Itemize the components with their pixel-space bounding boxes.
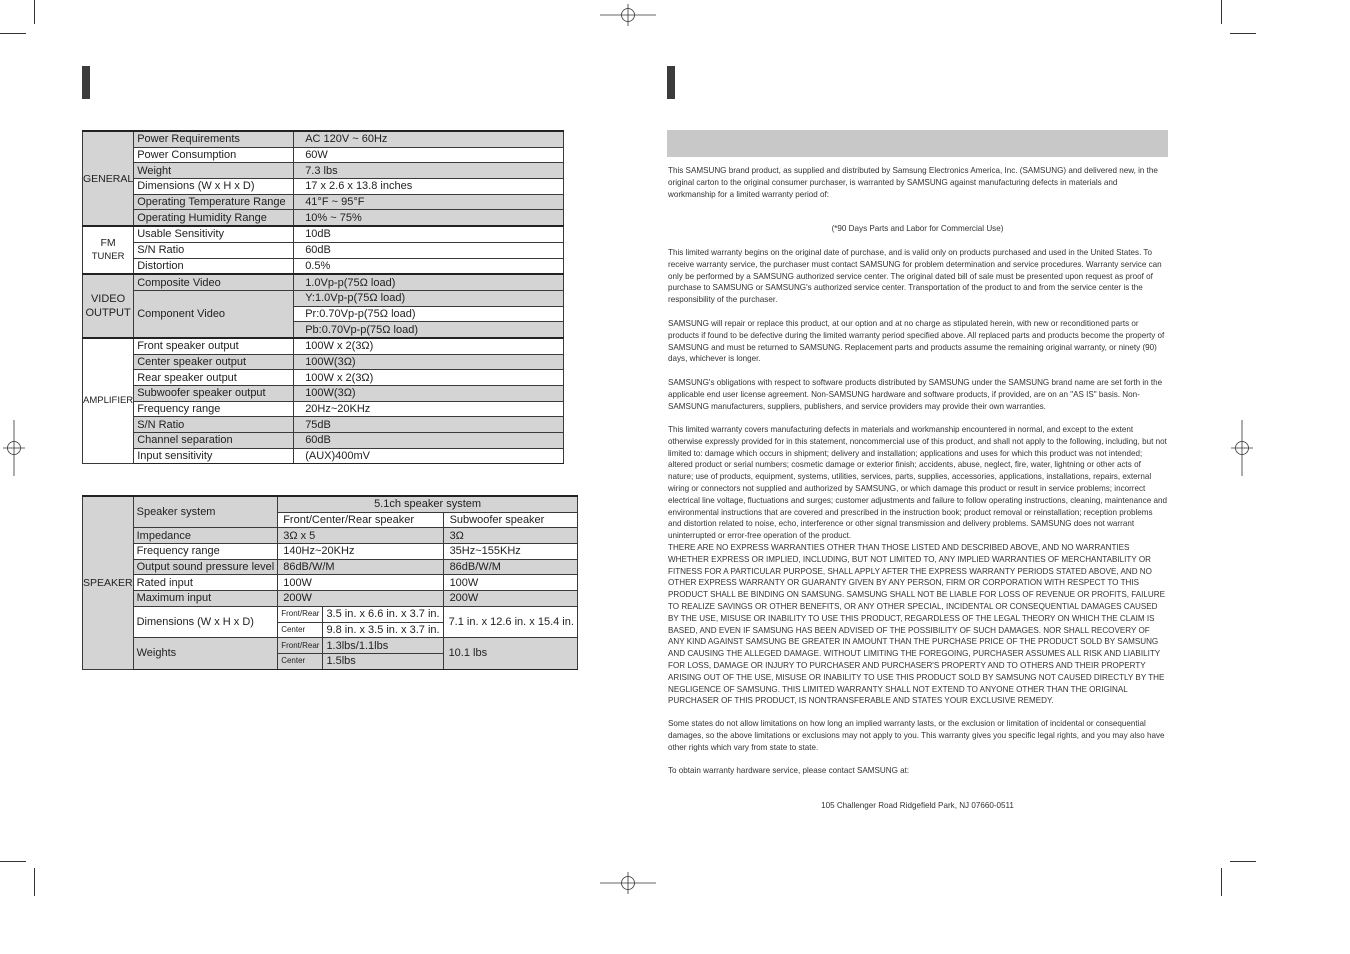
spec-value: 140Hz~20KHz — [278, 544, 443, 560]
spec-value: 200W — [443, 591, 577, 607]
spec-name: S/N Ratio — [134, 417, 294, 433]
spec-name: Operating Temperature Range — [134, 194, 294, 210]
spec-value: 1.0Vp-p(75Ω load) — [294, 274, 564, 290]
output-label: OUTPUT — [85, 307, 131, 320]
registration-mark-icon — [600, 872, 656, 894]
spec-value: 41°F ~ 95°F — [294, 194, 564, 210]
crop-mark — [1221, 868, 1222, 896]
spec-value: Pr:0.70Vp-p(75Ω load) — [294, 306, 564, 322]
spec-name: Dimensions (W x H x D) — [134, 179, 294, 195]
warranty-header-band — [667, 130, 1168, 157]
spec-name: Output sound pressure level — [133, 559, 278, 575]
spec-name: Rear speaker output — [134, 370, 294, 386]
amplifier-section-label: AMPLIFIER — [83, 338, 134, 464]
column-header-subwoofer: Subwoofer speaker — [443, 512, 577, 528]
crop-mark — [34, 0, 35, 24]
spec-value: 7.3 lbs — [294, 163, 564, 179]
crop-mark — [0, 861, 26, 862]
spec-value: 200W — [278, 591, 443, 607]
crop-mark — [1221, 0, 1222, 24]
spec-value: 10% ~ 75% — [294, 210, 564, 226]
sub-label: Center — [278, 622, 323, 638]
spec-value: Y:1.0Vp-p(75Ω load) — [294, 290, 564, 306]
spec-name: Component Video — [134, 290, 294, 338]
warranty-disclaimer: THERE ARE NO EXPRESS WARRANTIES OTHER THAN THOSE LISTED AND DESCRIBED ABOVE, AND NO WARRANTIES WHETHER EXPRESS OR IMPLIED, INCLUDING, BUT NOT LIMITED TO, ANY IMPLIED WARRANTIES OF MERCHANTABILITY OR FITNESS FOR A PARTICULAR PURPOSE, SHALL APPLY AFTER THE EXPRESS WARRANTY PERIODS STATED ABOVE, AND NO OTHER EXPRESS WARRANTY OR GUARANTY GIVEN BY ANY PERSON, FIRM OR CORPORATION WITH RESPECT TO THIS PRODUCT SHALL BE BINDING ON SAMSUNG. SAMSUNG SHALL NOT BE LIABLE FOR LOSS OF REVENUE OR PROFITS, FAILURE TO REALIZE SAVINGS OR OTHER BENEFITS, OR ANY OTHER SPECIAL, INCIDENTAL OR CONSEQUENTIAL DAMAGES CAUSED BY THE USE, MISUSE OR INABILITY TO USE THIS PRODUCT, REGARDLESS OF THE LEGAL THEORY ON WHICH THE CLAIM IS BASED, AND EVEN IF SAMSUNG HAS BEEN ADVISED OF THE POSSIBILITY OF SUCH DAMAGES. NOR SHALL RECOVERY OF ANY KIND AGAINST SAMSUNG BE GREATER IN AMOUNT THAN THE PURCHASE PRICE OF THE PRODUCT SOLD BY SAMSUNG AND CAUSING THE ALLEGED DAMAGE. WITHOUT LIMITING THE FOREGOING, PURCHASER ASSUMES ALL RISK AND LIABILITY FOR LOSS, DAMAGE OR INJURY TO PURCHASER AND PURCHASER'S PROPERTY AND TO OTHERS AND THEIR PROPERTY ARISING OUT OF THE USE, MISUSE OR INABILITY TO USE THIS PRODUCT SOLD BY SAMSUNG NOT CAUSED DIRECTLY BY THE NEGLIGENCE OF SAMSUNG. THIS LIMITED WARRANTY SHALL NOT EXTEND TO ANYONE OTHER THAN THE ORIGINAL PURCHASER OF THIS PRODUCT, IS NONTRANSFERABLE AND STATES YOUR EXCLUSIVE REMEDY. — [668, 543, 1165, 706]
spec-value: 3Ω — [443, 528, 577, 544]
spec-value: 100W(3Ω) — [294, 386, 564, 402]
warranty-paragraph: This limited warranty begins on the original date of purchase, and is valid only on products purchased and used in the United States. To receive warranty service, the purchaser must contact SAMSUNG for problem determination and service procedures. Warranty service can only be performed by a SAMSUNG authorized service center. The original dated bill of sale must be presented upon request as proof of purchase to SAMSUNG or SAMSUNG's authorized service center. Transportation of the product to and from the service center is the responsibility of the purchaser. — [668, 248, 1162, 305]
spec-name: Speaker system — [133, 496, 278, 528]
crop-mark — [34, 868, 35, 896]
warranty-address: 105 Challenger Road Ridgefield Park, NJ 07660-0511 — [821, 801, 1014, 810]
spec-name: Power Consumption — [134, 147, 294, 163]
crop-mark — [1230, 33, 1256, 34]
spec-value: 86dB/W/M — [443, 559, 577, 575]
spec-name: Maximum input — [133, 591, 278, 607]
spec-value: 100W — [278, 575, 443, 591]
spec-value: 0.5% — [294, 258, 564, 274]
section-header-bar — [82, 66, 90, 99]
spec-value: 60dB — [294, 433, 564, 449]
main-unit-spec-table — [82, 130, 564, 464]
tuner-label: TUNER — [91, 251, 125, 263]
warranty-commercial-note: (*90 Days Parts and Labor for Commercial Use) — [831, 224, 1004, 233]
crop-mark — [1230, 861, 1256, 862]
fm-label: FM — [100, 237, 116, 250]
spec-value: 17 x 2.6 x 13.8 inches — [294, 179, 564, 195]
spec-value: 100W x 2(3Ω) — [294, 338, 564, 354]
spec-value: (AUX)400mV — [294, 448, 564, 464]
spec-value: 60W — [294, 147, 564, 163]
spec-name: S/N Ratio — [134, 242, 294, 258]
warranty-contact: To obtain warranty hardware service, please contact SAMSUNG at: — [668, 766, 910, 775]
registration-mark-icon — [600, 4, 656, 26]
spec-value: 1.5lbs — [323, 653, 443, 669]
spec-name: Power Requirements — [134, 131, 294, 147]
spec-name: Composite Video — [134, 274, 294, 290]
spec-name: Operating Humidity Range — [134, 210, 294, 226]
spec-value: 86dB/W/M — [278, 559, 443, 575]
spec-value: 9.8 in. x 3.5 in. x 3.7 in. — [323, 622, 443, 638]
spec-value: 20Hz~20KHz — [294, 401, 564, 417]
spec-value: 100W — [443, 575, 577, 591]
speaker-section-label: SPEAKER — [83, 496, 134, 669]
warranty-paragraph: SAMSUNG's obligations with respect to software products distributed by SAMSUNG under the SAMSUNG brand name are set forth in the applicable end user license agreement. Non-SAMSUNG hardware and software products, if provided, are on an "AS IS" basis. Non-SAMSUNG manufacturers, suppliers, publishers, and service providers may provide their own warranties. — [668, 378, 1163, 411]
registration-mark-icon — [1231, 420, 1253, 476]
spec-name: Subwoofer speaker output — [134, 386, 294, 402]
spec-value: 100W(3Ω) — [294, 354, 564, 370]
spec-value: 100W x 2(3Ω) — [294, 370, 564, 386]
spec-name: Impedance — [133, 528, 278, 544]
spec-value: 10.1 lbs — [443, 638, 577, 669]
video-output-section-label — [83, 274, 134, 338]
spec-name: Weights — [133, 638, 278, 669]
spec-value: Pb:0.70Vp-p(75Ω load) — [294, 322, 564, 338]
column-header-front: Front/Center/Rear speaker — [278, 512, 443, 528]
spec-name: Center speaker output — [134, 354, 294, 370]
spec-name: Distortion — [134, 258, 294, 274]
spec-name: Rated input — [133, 575, 278, 591]
general-section-label: GENERAL — [83, 131, 134, 226]
warranty-paragraph: Some states do not allow limitations on how long an implied warranty lasts, or the exclusion or limitation of incidental or consequential damages, so the above limitations or exclusions may not apply to you. This warranty gives you specific legal rights, and you may also have other rights which vary from state to state. — [668, 719, 1165, 752]
spec-name: Dimensions (W x H x D) — [133, 606, 278, 637]
speaker-spec-table — [82, 495, 578, 670]
spec-value: 7.1 in. x 12.6 in. x 15.4 in. — [443, 606, 577, 637]
sub-label: Center — [278, 653, 323, 669]
warranty-paragraph: This limited warranty covers manufacturing defects in materials and workmanship encountered in normal, and except to the extent otherwise expressly provided for in this statement, noncommercial use of this product, and shall not apply to the following, including, but not limited to: damage which occurs in shipment; delivery and installation; applications and uses for which this product was not intended; altered product or serial numbers; cosmetic damage or exterior finish; accidents, abuse, neglect, fire, water, lightning or other acts of nature; use of products, equipment, systems, utilities, services, parts, supplies, accessories, applications, installations, repairs, external wiring or connectors not supplied and authorized by SAMSUNG, or which damage this product or result in service problems; incorrect electrical line voltage, fluctuations and surges; customer adjustments and failure to follow operating instructions, cleaning, maintenance and environmental instructions that are covered and prescribed in the instruction book; product removal or reinstallation; reception problems and distortion related to noise, echo, interference or other signal transmission and delivery problems. SAMSUNG does not warrant uninterrupted or error-free operation of the product. — [668, 425, 1167, 541]
fm-tuner-section-label — [83, 226, 134, 274]
spec-value: 3.5 in. x 6.6 in. x 3.7 in. — [323, 606, 443, 622]
spec-value: 3Ω x 5 — [278, 528, 443, 544]
spec-value: 10dB — [294, 226, 564, 242]
spec-name: Channel separation — [134, 433, 294, 449]
spec-value: AC 120V ~ 60Hz — [294, 131, 564, 147]
video-label: VIDEO — [90, 293, 126, 306]
spec-value: 35Hz~155KHz — [443, 544, 577, 560]
spec-value: 1.3lbs/1.1lbs — [323, 638, 443, 654]
spec-name: Front speaker output — [134, 338, 294, 354]
sub-label: Front/Rear — [278, 606, 323, 622]
spec-name: Frequency range — [133, 544, 278, 560]
crop-mark — [0, 33, 26, 34]
spec-value: 5.1ch speaker system — [278, 496, 578, 512]
section-header-bar — [667, 66, 675, 99]
warranty-paragraph: SAMSUNG will repair or replace this product, at our option and at no charge as stipulated herein, with new or reconditioned parts or products if found to be defective during the limited warranty period specified above. All replaced parts and products become the property of SAMSUNG and must be returned to SAMSUNG. Replacement parts and products assume the remaining original warranty, or ninety (90) days, whichever is longer. — [668, 319, 1165, 364]
spec-value: 60dB — [294, 242, 564, 258]
spec-name: Usable Sensitivity — [134, 226, 294, 242]
registration-mark-icon — [3, 420, 25, 476]
warranty-paragraph: This SAMSUNG brand product, as supplied and distributed by Samsung Electronics America, Inc. (SAMSUNG) and delivered new, in the original carton to the original consumer purchaser, is warranted by SAMSUNG against manufacturing defects in materials and workmanship for a limited warranty period of: — [668, 166, 1158, 199]
spec-value: 75dB — [294, 417, 564, 433]
sub-label: Front/Rear — [278, 638, 323, 654]
spec-name: Weight — [134, 163, 294, 179]
spec-name: Input sensitivity — [134, 448, 294, 464]
spec-name: Frequency range — [134, 401, 294, 417]
